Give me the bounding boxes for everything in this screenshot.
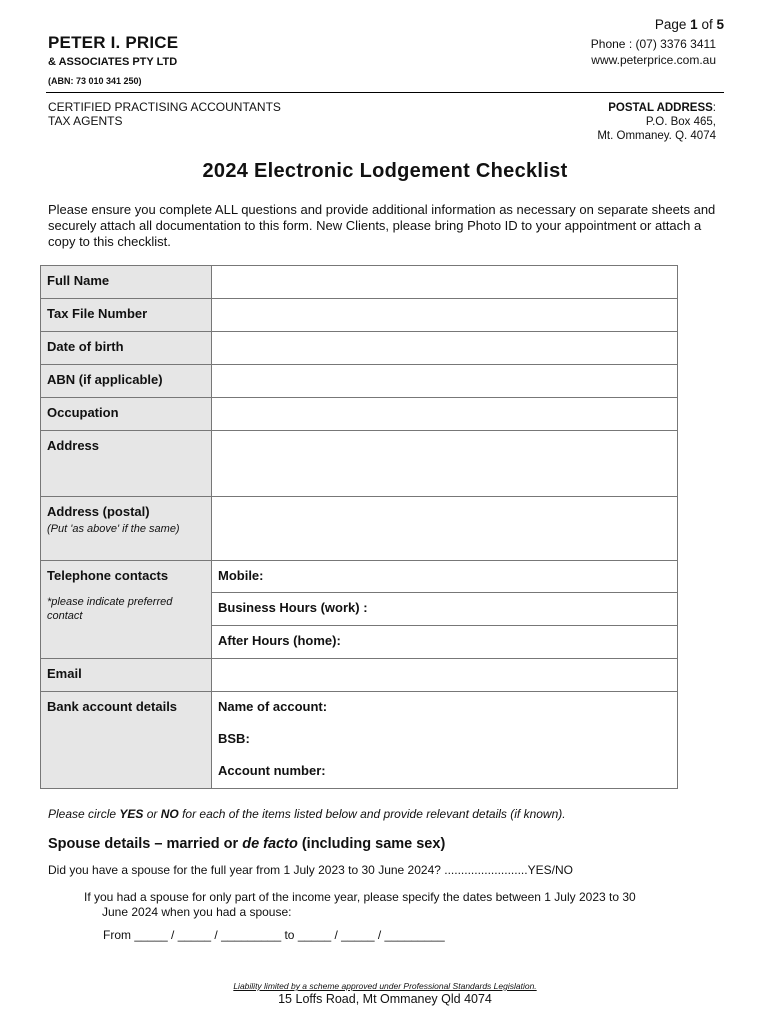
business-hours-field[interactable]: Business Hours (work) : [212,593,678,626]
spouse-part-line1: If you had a spouse for only part of the income year, please specify the dates between 1 July 2023 to 30 [84,890,636,904]
spouse-date-range[interactable]: From _____ / _____ / _________ to _____ / _____ / _________ [103,928,445,942]
phone-number: Phone : (07) 3376 3411 [590,37,716,51]
after-hours-field[interactable]: After Hours (home): [212,626,678,659]
intro-paragraph: Please ensure you complete ALL questions and provide additional information as necessary on separate sheets and securely attach all documentation to this form. New Clients, please bring Photo ID to your appointment or attach a copy to this checklist. [48,202,716,249]
certification-block [48,100,281,128]
website[interactable]: www.peterprice.com.au [591,53,716,67]
telephone-cell [41,561,212,659]
account-number-field[interactable]: Account number: [218,763,326,778]
circle-note-no: NO [160,807,179,821]
client-details-table [40,265,678,789]
circle-note-pre: Please circle [48,807,120,821]
mobile-field[interactable]: Mobile: [212,561,678,593]
abn-field[interactable] [212,365,678,398]
firm-name: PETER I. PRICE [48,33,179,52]
dob-label: Date of birth [41,332,212,365]
firm-associates: & ASSOCIATES PTY LTD [48,56,178,68]
postal-line2: Mt. Ommaney. Q. 4074 [597,130,716,142]
spouse-part-line2: June 2024 when you had a spouse: [102,905,292,919]
firm-block [48,33,178,86]
postal-address-block [597,101,716,143]
telephone-note: *please indicate preferred contact [47,596,173,622]
page-label: Page [654,17,687,32]
tfn-field[interactable] [212,299,678,332]
bsb-field[interactable]: BSB: [218,731,250,746]
spouse-heading [48,836,445,852]
firm-abn: (ABN: 73 010 341 250) [48,76,142,86]
address-field[interactable] [212,431,678,497]
page-number [655,17,724,32]
footer-address: 15 Loffs Road, Mt Ommaney Qld 4074 [278,992,492,1006]
full-name-field[interactable] [212,266,678,299]
spouse-full-year-question[interactable]: Did you have a spouse for the full year from 1 July 2023 to 30 June 2024? .........................YES/NO [48,863,573,877]
page-total: 5 [716,17,724,32]
occupation-field[interactable] [212,398,678,431]
circle-note-yes: YES [119,807,144,821]
circle-note-post: for each of the items listed below and provide relevant details (if known). [178,807,566,821]
postal-address-label: Address (postal) [47,504,150,519]
header-divider [46,92,724,93]
liability-note: Liability limited by a scheme approved under Professional Standards Legislation. [233,981,537,991]
account-name-field[interactable]: Name of account: [218,699,328,714]
email-field[interactable] [212,659,678,692]
postal-address-field[interactable] [212,497,678,561]
tfn-label: Tax File Number [41,299,212,332]
page-current: 1 [690,17,698,32]
postal-address-note: (Put 'as above' if the same) [47,523,180,535]
page-title: 2024 Electronic Lodgement Checklist [202,160,568,182]
occupation-label: Occupation [41,398,212,431]
spouse-heading-italic: de facto [242,836,298,852]
telephone-label: Telephone contacts [47,568,169,583]
postal-line1: P.O. Box 465, [645,116,716,128]
address-label: Address [41,431,212,497]
postal-label: POSTAL ADDRESS [608,102,713,114]
postal-address-cell [41,497,212,561]
certification-line2: TAX AGENTS [48,114,123,128]
contact-block [591,36,716,68]
bank-field[interactable] [212,692,678,789]
postal-colon: : [712,102,716,114]
certification-line1: CERTIFIED PRACTISING ACCOUNTANTS [48,100,281,114]
email-label: Email [41,659,212,692]
spouse-part-year-question [84,890,724,920]
page-of: of [701,17,713,32]
abn-label: ABN (if applicable) [41,365,212,398]
circle-note-mid: or [143,807,161,821]
spouse-heading-pre: Spouse details – married or [48,836,243,852]
circle-instruction [48,807,566,821]
bank-label: Bank account details [41,692,212,789]
dob-field[interactable] [212,332,678,365]
spouse-heading-post: (including same sex) [297,836,446,852]
full-name-label: Full Name [41,266,212,299]
